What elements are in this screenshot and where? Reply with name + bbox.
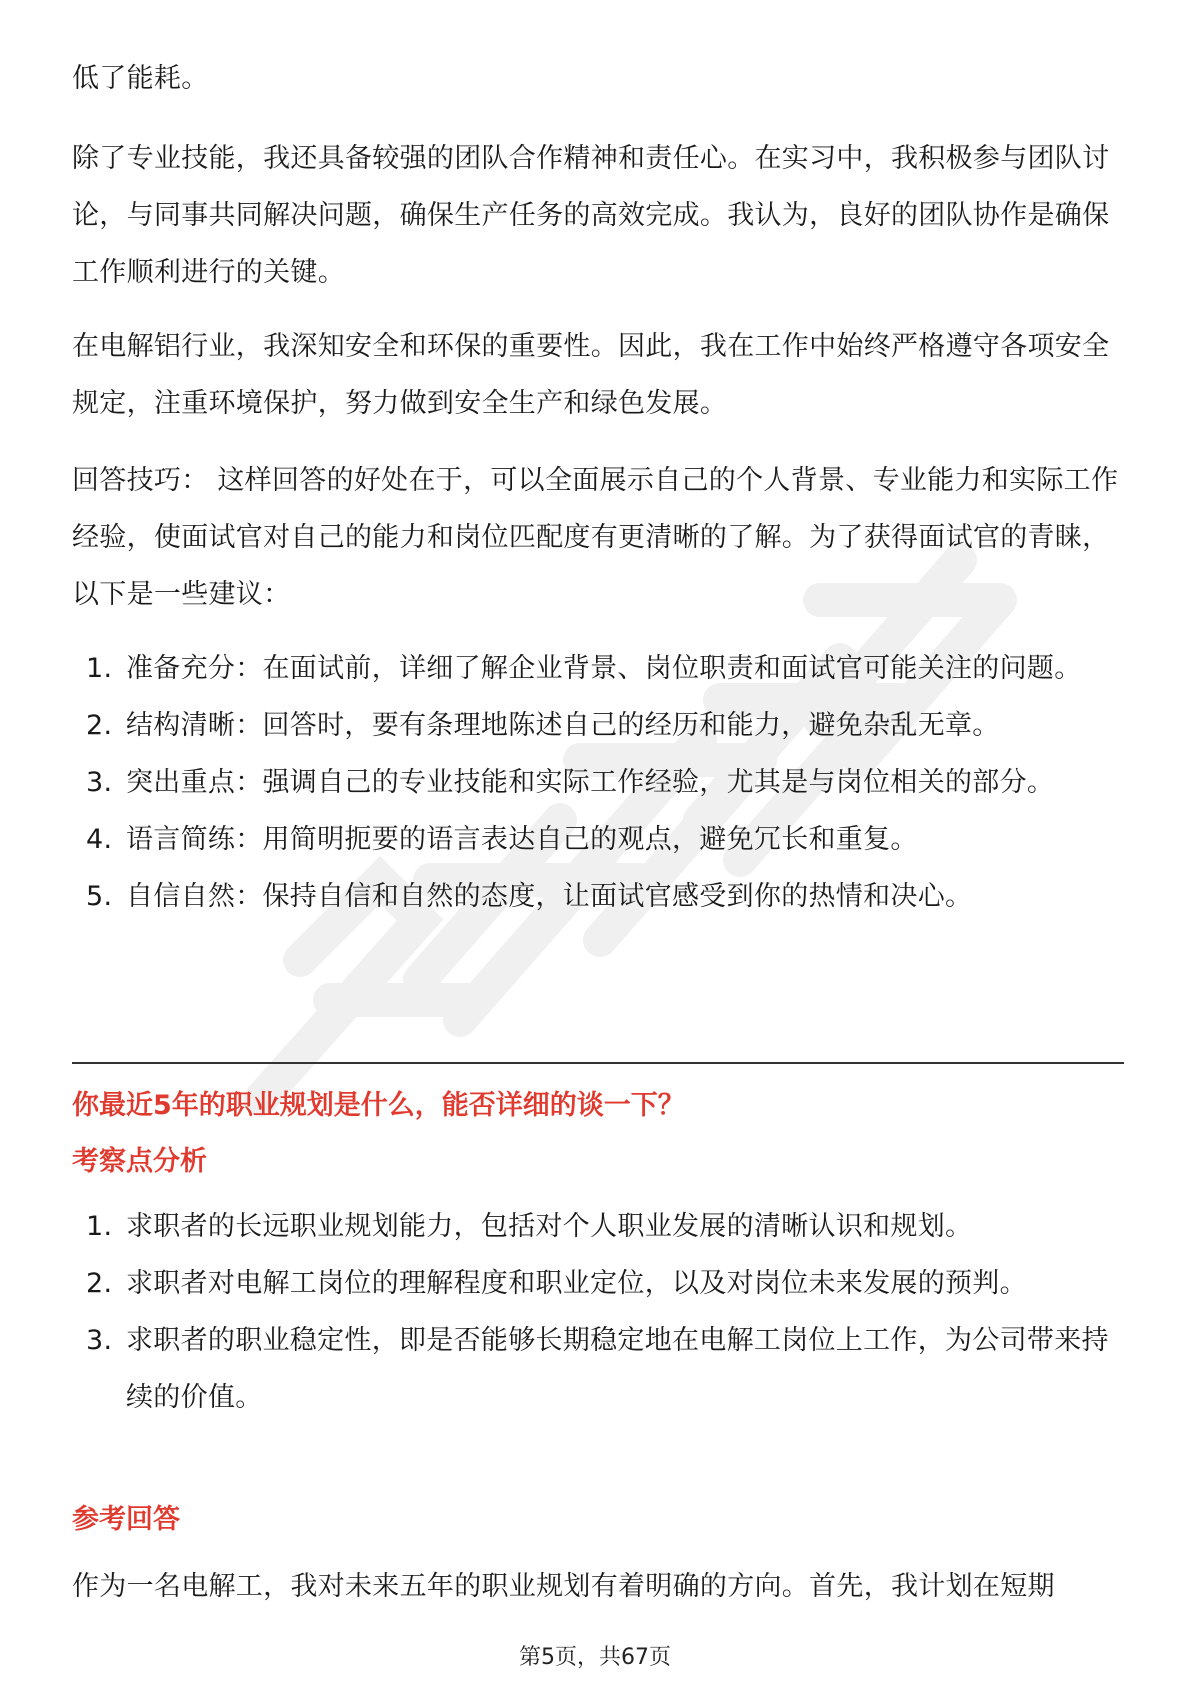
- list-text: 准备充分：在面试前，详细了解企业背景、岗位职责和面试官可能关注的问题。: [126, 653, 1082, 684]
- list-text: 求职者的职业稳定性，即是否能够长期稳定地在电解工岗位上工作，为公司带来持续的价值。: [126, 1325, 1109, 1413]
- list-number: 1.: [86, 1211, 113, 1242]
- paragraph-teamwork: 除了专业技能，我还具备较强的团队合作精神和责任心。在实习中，我积极参与团队讨论，与同事共同解决问题，确保生产任务的高效完成。我认为，良好的团队协作是确保工作顺利进行的关键。: [72, 143, 1110, 288]
- list-text: 自信自然：保持自信和自然的态度，让面试官感受到你的热情和决心。: [126, 881, 973, 912]
- tips-list: [72, 640, 1122, 925]
- list-text: 语言简练：用简明扼要的语言表达自己的观点，避免冗长和重复。: [126, 824, 918, 855]
- list-number: 2.: [86, 1268, 113, 1299]
- analysis-heading: 考察点分析: [72, 1146, 207, 1177]
- list-item: [72, 1198, 1122, 1255]
- paragraph-tips-intro: 回答技巧： 这样回答的好处在于，可以全面展示自己的个人背景、专业能力和实际工作经验，使面试官对自己的能力和岗位匹配度有更清晰的了解。为了获得面试官的青睐，以下是一些建议：: [72, 465, 1119, 610]
- list-number: 3.: [86, 767, 113, 798]
- list-item: [72, 754, 1122, 811]
- paragraph-safety: 在电解铝行业，我深知安全和环保的重要性。因此，我在工作中始终严格遵守各项安全规定，注重环境保护，努力做到安全生产和绿色发展。: [72, 331, 1110, 419]
- list-number: 1.: [86, 653, 113, 684]
- list-number: 5.: [86, 881, 113, 912]
- list-text: 求职者的长远职业规划能力，包括对个人职业发展的清晰认识和规划。: [126, 1211, 973, 1242]
- answer-heading: 参考回答: [72, 1504, 180, 1535]
- list-number: 2.: [86, 710, 113, 741]
- list-number: 4.: [86, 824, 113, 855]
- list-text: 结构清晰：回答时，要有条理地陈述自己的经历和能力，避免杂乱无章。: [126, 710, 1000, 741]
- list-item: [72, 1312, 1122, 1426]
- answer-paragraph: 作为一名电解工，我对未来五年的职业规划有着明确的方向。首先，我计划在短期: [72, 1571, 1055, 1602]
- paragraph-continuation: 低了能耗。: [72, 63, 209, 94]
- page-number: 第5页，共67页: [519, 1645, 671, 1670]
- list-item: [72, 640, 1122, 697]
- question-title: 你最近5年的职业规划是什么，能否详细的谈一下？: [72, 1090, 685, 1121]
- list-text: 求职者对电解工岗位的理解程度和职业定位，以及对岗位未来发展的预判。: [126, 1268, 1027, 1299]
- list-text: 突出重点：强调自己的专业技能和实际工作经验，尤其是与岗位相关的部分。: [126, 767, 1055, 798]
- list-number: 3.: [86, 1325, 113, 1356]
- list-item: [72, 1255, 1122, 1312]
- analysis-list: [72, 1198, 1122, 1426]
- list-item: [72, 868, 1122, 925]
- list-item: [72, 697, 1122, 754]
- list-item: [72, 811, 1122, 868]
- section-divider: [72, 1062, 1124, 1064]
